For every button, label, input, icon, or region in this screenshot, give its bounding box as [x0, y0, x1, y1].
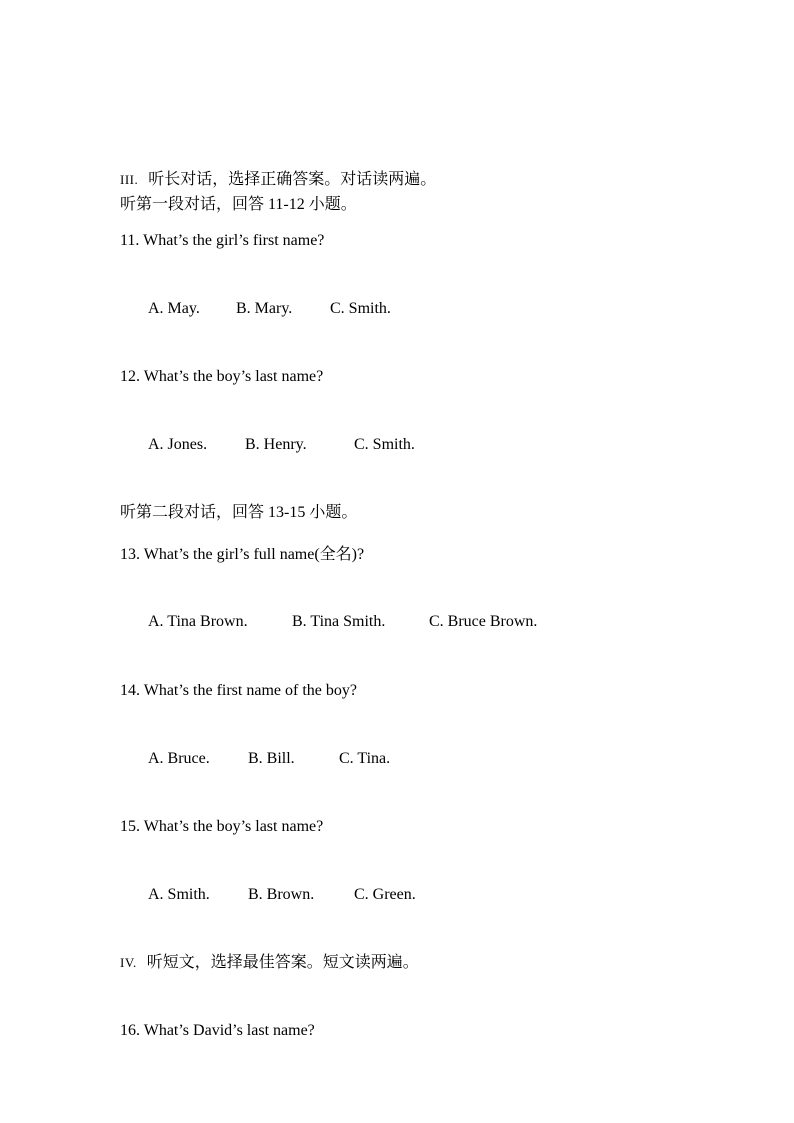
- question-11-stem: 11. What’s the girl’s first name?: [120, 232, 325, 249]
- option-14-a[interactable]: A. Bruce.: [148, 750, 210, 767]
- question-11-options: [148, 299, 391, 319]
- question-12-options: [148, 435, 415, 455]
- section-4-instruction: 听短文，选择最佳答案。短文读两遍。: [146, 954, 419, 971]
- option-12-a[interactable]: A. Jones.: [148, 436, 208, 453]
- question-14-options: [148, 749, 390, 769]
- option-14-c[interactable]: C. Tina.: [339, 750, 391, 767]
- section-4-heading: [120, 953, 419, 973]
- option-15-b[interactable]: B. Brown.: [248, 886, 315, 903]
- section-3-numeral: III.: [120, 172, 139, 187]
- option-15-c[interactable]: C. Green.: [354, 886, 416, 903]
- option-12-c[interactable]: C. Smith.: [354, 436, 415, 453]
- section-3-heading: [120, 170, 436, 190]
- option-15-a[interactable]: A. Smith.: [148, 886, 210, 903]
- question-15-stem: 15. What’s the boy’s last name?: [120, 818, 324, 835]
- option-13-b[interactable]: B. Tina Smith.: [292, 613, 386, 630]
- option-13-a[interactable]: A. Tina Brown.: [148, 613, 248, 630]
- question-16-stem: 16. What’s David’s last name?: [120, 1022, 315, 1039]
- section-4-numeral: IV.: [120, 955, 137, 970]
- section-3-instruction: 听长对话，选择正确答案。对话读两遍。: [148, 171, 437, 188]
- question-13-options: [148, 612, 537, 632]
- dialogue-1-intro: 听第一段对话，回答 11-12 小题。: [120, 196, 357, 213]
- question-13-stem: 13. What’s the girl’s full name(全名)?: [120, 546, 365, 563]
- option-11-c[interactable]: C. Smith.: [330, 300, 391, 317]
- option-11-b[interactable]: B. Mary.: [236, 300, 293, 317]
- question-14-stem: 14. What’s the first name of the boy?: [120, 682, 357, 699]
- dialogue-2-intro: 听第二段对话，回答 13-15 小题。: [120, 504, 358, 521]
- question-12-stem: 12. What’s the boy’s last name?: [120, 368, 324, 385]
- option-12-b[interactable]: B. Henry.: [245, 436, 307, 453]
- question-15-options: [148, 885, 416, 905]
- option-11-a[interactable]: A. May.: [148, 300, 200, 317]
- option-13-c[interactable]: C. Bruce Brown.: [429, 613, 538, 630]
- option-14-b[interactable]: B. Bill.: [248, 750, 295, 767]
